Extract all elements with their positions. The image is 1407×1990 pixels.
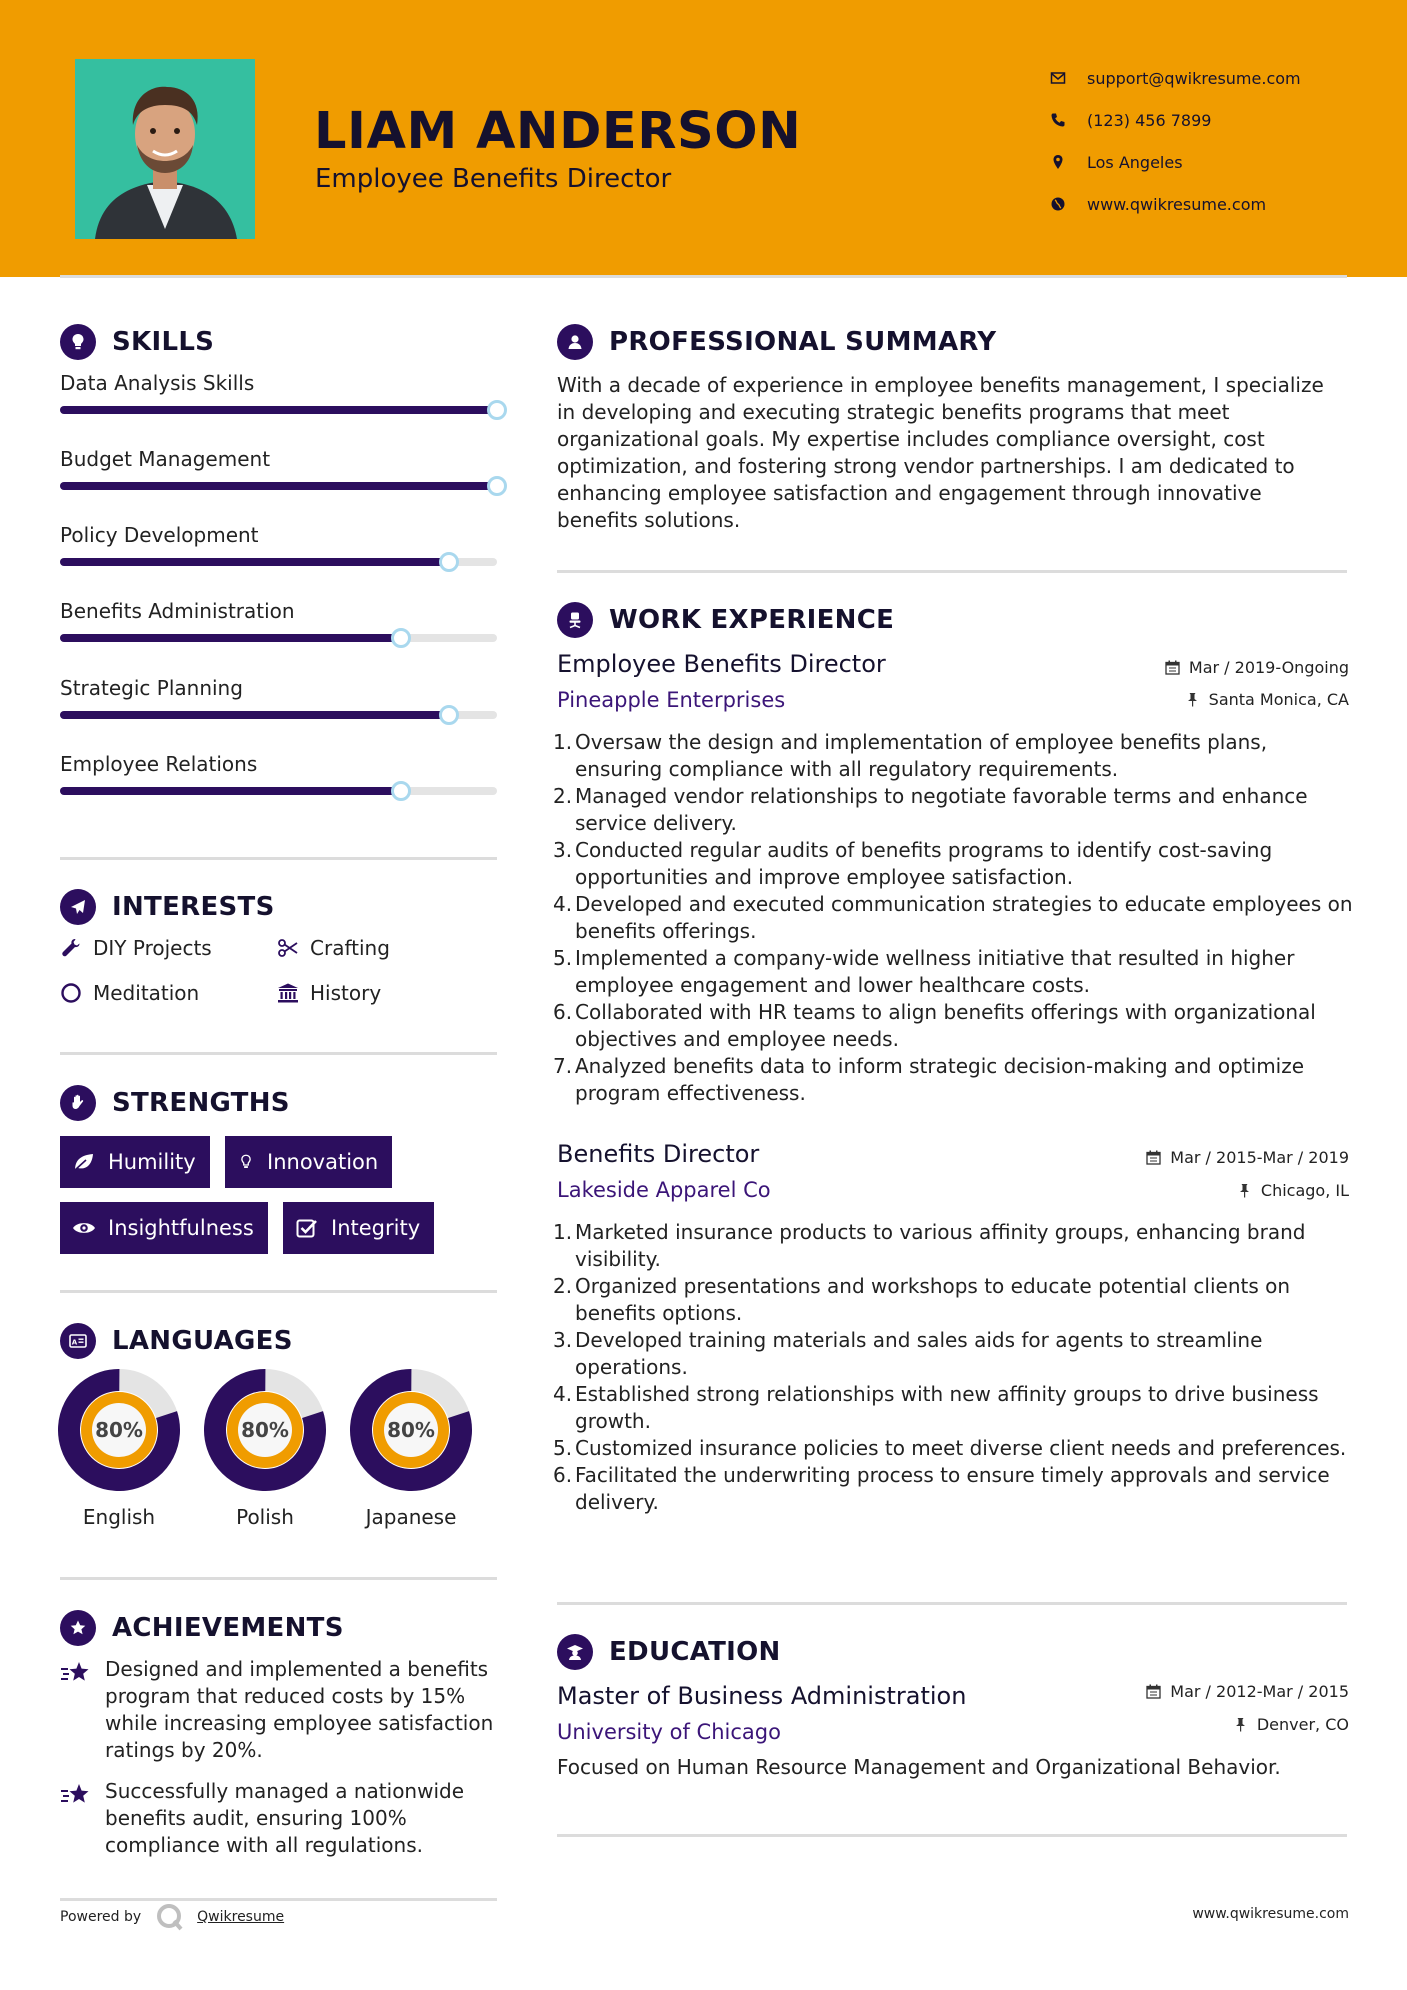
experience-title: WORK EXPERIENCE xyxy=(609,605,895,635)
pushpin-icon xyxy=(1185,692,1200,707)
skill-label: Policy Development xyxy=(60,523,259,547)
job-bullet: 2. Organized presentations and workshops to educate potential clients on benefits options. xyxy=(553,1273,1353,1327)
education-degree: Master of Business Administration xyxy=(557,1682,967,1710)
contact-website[interactable] xyxy=(1050,183,1301,225)
language-gauge xyxy=(204,1369,326,1491)
job-location-text: Santa Monica, CA xyxy=(1208,690,1349,709)
skill-bar-fill xyxy=(60,558,449,566)
skill-bar xyxy=(60,634,497,642)
job-bullet: 5. Customized insurance policies to meet diverse client needs and preferences. xyxy=(553,1436,1347,1460)
education-description: Focused on Human Resource Management and Organizational Behavior. xyxy=(557,1755,1281,1779)
header-divider xyxy=(60,275,1347,278)
contact-email[interactable] xyxy=(1050,57,1301,99)
job-bullets xyxy=(553,1219,1353,1516)
job-bullet: 4. Developed and executed communication strategies to educate employees on benefits offerings. xyxy=(553,892,1353,943)
lightbulb-icon xyxy=(60,324,96,360)
paper-plane-icon xyxy=(60,889,96,925)
skill-bar-knob[interactable] xyxy=(487,476,507,496)
strength-label: Integrity xyxy=(331,1216,421,1240)
header-banner xyxy=(0,0,1407,277)
skill-bar-fill xyxy=(60,634,401,642)
contact-website-text: www.qwikresume.com xyxy=(1087,194,1267,214)
education-location-text: Denver, CO xyxy=(1256,1715,1349,1734)
strength-label: Insightfulness xyxy=(108,1216,254,1240)
languages-title: LANGUAGES xyxy=(112,1326,293,1356)
job-dates-text: Mar / 2015-Mar / 2019 xyxy=(1170,1148,1349,1167)
section-divider xyxy=(60,1290,497,1293)
job-bullet-text: Implemented a company-wide wellness initiative that resulted in higher employee engagement and lower healthcare costs. xyxy=(575,946,1295,997)
language-item xyxy=(350,1369,472,1529)
envelope-icon xyxy=(1050,70,1087,86)
education-heading xyxy=(557,1634,781,1670)
circle-icon xyxy=(60,982,93,1004)
language-percent: 80% xyxy=(387,1418,435,1442)
skill-label: Budget Management xyxy=(60,447,271,471)
skill-item xyxy=(60,523,498,547)
skill-bar-knob[interactable] xyxy=(439,705,459,725)
footer-url[interactable]: www.qwikresume.com xyxy=(1192,1906,1349,1922)
education-school: University of Chicago xyxy=(557,1720,781,1744)
interests-title: INTERESTS xyxy=(112,892,275,922)
calendar-icon xyxy=(1165,660,1180,675)
section-divider xyxy=(60,1898,497,1901)
achievements-heading xyxy=(60,1610,344,1646)
language-name: English xyxy=(82,1505,156,1529)
section-divider xyxy=(60,1052,497,1055)
job-bullet-text: Facilitated the underwriting process to ensure timely approvals and service delivery. xyxy=(575,1463,1330,1514)
skill-item xyxy=(60,371,498,395)
interest-label: Crafting xyxy=(310,936,390,960)
language-icon xyxy=(60,1323,96,1359)
job-location-text: Chicago, IL xyxy=(1260,1181,1349,1200)
powered-by-label: Powered by xyxy=(60,1909,142,1925)
interest-item xyxy=(277,981,381,1005)
summary-heading xyxy=(557,324,996,360)
skill-bar-knob[interactable] xyxy=(487,400,507,420)
skills-heading xyxy=(60,324,214,360)
section-divider xyxy=(557,570,1347,573)
strength-tag xyxy=(283,1202,434,1254)
skill-bar-knob[interactable] xyxy=(439,552,459,572)
skill-item xyxy=(60,599,498,623)
strengths-heading xyxy=(60,1085,290,1121)
language-gauge xyxy=(350,1369,472,1491)
strength-tag xyxy=(60,1136,210,1188)
skills-title: SKILLS xyxy=(112,327,215,357)
star-icon xyxy=(60,1656,105,1764)
leaf-icon xyxy=(72,1151,96,1173)
job-bullet: 3. Conducted regular audits of benefits programs to identify cost-saving opportunities and improve employee satisfaction. xyxy=(553,837,1353,891)
brand-link[interactable]: Qwikresume xyxy=(197,1909,285,1925)
skill-bar xyxy=(60,558,497,566)
achievement-item xyxy=(60,1778,500,1859)
strength-tag xyxy=(60,1202,268,1254)
globe-icon xyxy=(1050,196,1087,212)
strength-tag xyxy=(225,1136,392,1188)
language-percent: 80% xyxy=(95,1418,143,1442)
section-divider xyxy=(60,1577,497,1580)
job-bullet-text: Customized insurance policies to meet diverse client needs and preferences. xyxy=(575,1436,1347,1460)
job-location xyxy=(1237,1181,1349,1200)
profile-photo xyxy=(75,59,255,239)
job-bullet: 6. Collaborated with HR teams to align benefits offerings with organizational objectives and employee needs. xyxy=(553,999,1353,1053)
education-dates xyxy=(1146,1682,1349,1701)
education-location xyxy=(1233,1715,1349,1734)
education-dates-text: Mar / 2012-Mar / 2015 xyxy=(1170,1682,1349,1701)
section-divider xyxy=(557,1602,1347,1605)
calendar-icon xyxy=(1146,1684,1161,1699)
skill-item xyxy=(60,752,498,776)
job-location xyxy=(1185,690,1349,709)
skill-label: Strategic Planning xyxy=(60,676,243,700)
language-name: Polish xyxy=(236,1505,294,1529)
education-title: EDUCATION xyxy=(609,1637,781,1667)
star-badge-icon xyxy=(60,1610,96,1646)
candidate-role: Employee Benefits Director xyxy=(315,164,672,194)
job-bullet: 4. Established strong relationships with new affinity groups to drive business growth. xyxy=(553,1381,1353,1435)
job-dates-text: Mar / 2019-Ongoing xyxy=(1188,658,1349,677)
interest-label: Meditation xyxy=(93,981,200,1005)
job-bullet-text: Developed and executed communication strategies to educate employees on benefits offerings. xyxy=(575,892,1353,943)
skill-bar-fill xyxy=(60,406,497,414)
job-company: Pineapple Enterprises xyxy=(557,688,786,712)
qwikresume-logo-icon xyxy=(155,1902,185,1932)
job-bullet-text: Established strong relationships with new affinity groups to drive business growth. xyxy=(575,1382,1319,1433)
job-bullet-text: Organized presentations and workshops to educate potential clients on benefits options. xyxy=(575,1274,1291,1325)
skill-item xyxy=(60,676,498,700)
achievement-item xyxy=(60,1656,500,1764)
skill-label: Data Analysis Skills xyxy=(60,371,255,395)
achievements-title: ACHIEVEMENTS xyxy=(112,1613,344,1643)
job-bullet: 7. Analyzed benefits data to inform strategic decision-making and optimize program effectiveness. xyxy=(553,1053,1353,1107)
experience-heading xyxy=(557,602,894,638)
svg-text:A: A xyxy=(71,1338,78,1347)
skill-label: Employee Relations xyxy=(60,752,258,776)
skill-bar-fill xyxy=(60,787,401,795)
strength-label: Innovation xyxy=(267,1150,379,1174)
office-chair-icon xyxy=(557,602,593,638)
languages-heading xyxy=(60,1323,293,1359)
job-company: Lakeside Apparel Co xyxy=(557,1178,771,1202)
job-bullet: 6. Facilitated the underwriting process to ensure timely approvals and service delivery. xyxy=(553,1462,1353,1516)
job-bullet: 1. Marketed insurance products to various affinity groups, enhancing brand visibility. xyxy=(553,1219,1353,1273)
pushpin-icon xyxy=(1237,1183,1252,1198)
job-dates xyxy=(1165,658,1349,677)
interest-label: History xyxy=(310,981,382,1005)
interest-item xyxy=(277,936,390,960)
job-bullet-text: Collaborated with HR teams to align benefits offerings with organizational objectives and employee needs. xyxy=(575,1000,1316,1051)
job-bullet-text: Marketed insurance products to various affinity groups, enhancing brand visibility. xyxy=(575,1220,1306,1271)
skill-bar xyxy=(60,482,497,490)
job-dates xyxy=(1146,1148,1349,1167)
powered-by xyxy=(60,1902,284,1932)
job-title: Employee Benefits Director xyxy=(557,650,886,678)
language-percent: 80% xyxy=(241,1418,289,1442)
star-icon xyxy=(60,1778,105,1859)
contact-phone-text: (123) 456 7899 xyxy=(1087,110,1212,130)
interest-item xyxy=(60,936,212,960)
language-gauge xyxy=(58,1369,180,1491)
job-bullet: 5. Implemented a company-wide wellness initiative that resulted in higher employee engagement and lower healthcare costs. xyxy=(553,945,1353,999)
language-item xyxy=(58,1369,180,1529)
skill-bar xyxy=(60,787,497,795)
skill-label: Benefits Administration xyxy=(60,599,295,623)
interest-label: DIY Projects xyxy=(93,936,212,960)
check-square-icon xyxy=(295,1217,319,1239)
skill-bar xyxy=(60,406,497,414)
achievement-text: Successfully managed a nationwide benefits audit, ensuring 100% compliance with all regulations. xyxy=(105,1779,465,1857)
skill-bar-knob[interactable] xyxy=(391,781,411,801)
language-item xyxy=(204,1369,326,1529)
contact-list xyxy=(1050,57,1301,225)
job-bullet: 3. Developed training materials and sales aids for agents to streamline operations. xyxy=(553,1327,1353,1381)
calendar-icon xyxy=(1146,1150,1161,1165)
job-bullet-text: Analyzed benefits data to inform strategic decision-making and optimize program effectiveness. xyxy=(575,1054,1305,1105)
section-divider xyxy=(60,857,497,860)
pushpin-icon xyxy=(1233,1717,1248,1732)
interest-item xyxy=(60,981,199,1005)
map-pin-icon xyxy=(1050,154,1087,170)
hand-icon xyxy=(60,1085,96,1121)
skill-item xyxy=(60,447,498,471)
job-bullet: 2. Managed vendor relationships to negotiate favorable terms and enhance service delivery. xyxy=(553,783,1353,837)
job-bullet-text: Developed training materials and sales aids for agents to streamline operations. xyxy=(575,1328,1263,1379)
job-bullet-text: Managed vendor relationships to negotiate favorable terms and enhance service delivery. xyxy=(575,784,1308,835)
summary-title: PROFESSIONAL SUMMARY xyxy=(609,327,997,357)
skill-bar-fill xyxy=(60,711,449,719)
job-title: Benefits Director xyxy=(557,1140,760,1168)
strength-label: Humility xyxy=(108,1150,196,1174)
skill-bar-knob[interactable] xyxy=(391,628,411,648)
lightbulb-icon xyxy=(237,1151,255,1173)
job-bullet-text: Oversaw the design and implementation of employee benefits plans, ensuring compliance with all regulatory requirements. xyxy=(575,730,1268,781)
wrench-icon xyxy=(60,937,93,959)
contact-location-text: Los Angeles xyxy=(1087,152,1183,172)
contact-location xyxy=(1050,141,1301,183)
skill-bar-fill xyxy=(60,482,497,490)
interests-heading xyxy=(60,889,275,925)
job-bullet-text: Conducted regular audits of benefits programs to identify cost-saving opportunities and improve employee satisfaction. xyxy=(575,838,1273,889)
job-bullets xyxy=(553,729,1353,1107)
eye-icon xyxy=(72,1217,96,1239)
strengths-title: STRENGTHS xyxy=(112,1088,290,1118)
section-divider xyxy=(557,1834,1347,1837)
candidate-name: LIAM ANDERSON xyxy=(314,102,802,161)
skill-bar xyxy=(60,711,497,719)
scissors-icon xyxy=(277,937,310,959)
language-name: Japanese xyxy=(365,1505,457,1529)
graduate-icon xyxy=(557,1634,593,1670)
user-icon xyxy=(557,324,593,360)
job-bullet: 1. Oversaw the design and implementation of employee benefits plans, ensuring compliance with all regulatory requirements. xyxy=(553,729,1353,783)
museum-icon xyxy=(277,982,310,1004)
phone-icon xyxy=(1050,112,1087,128)
contact-email-text: support@qwikresume.com xyxy=(1087,68,1301,88)
contact-phone[interactable] xyxy=(1050,99,1301,141)
achievement-text: Designed and implemented a benefits program that reduced costs by 15% while increasing employee satisfaction ratings by 20%. xyxy=(105,1657,494,1762)
summary-text: With a decade of experience in employee benefits management, I specialize in developing and executing strategic benefits programs that meet organizational goals. My expertise includes compliance oversight, cost optimization, and fostering strong vendor partnerships. I am dedicated to enhancing employee satisfaction and engagement through innovative benefits solutions. xyxy=(557,373,1324,532)
